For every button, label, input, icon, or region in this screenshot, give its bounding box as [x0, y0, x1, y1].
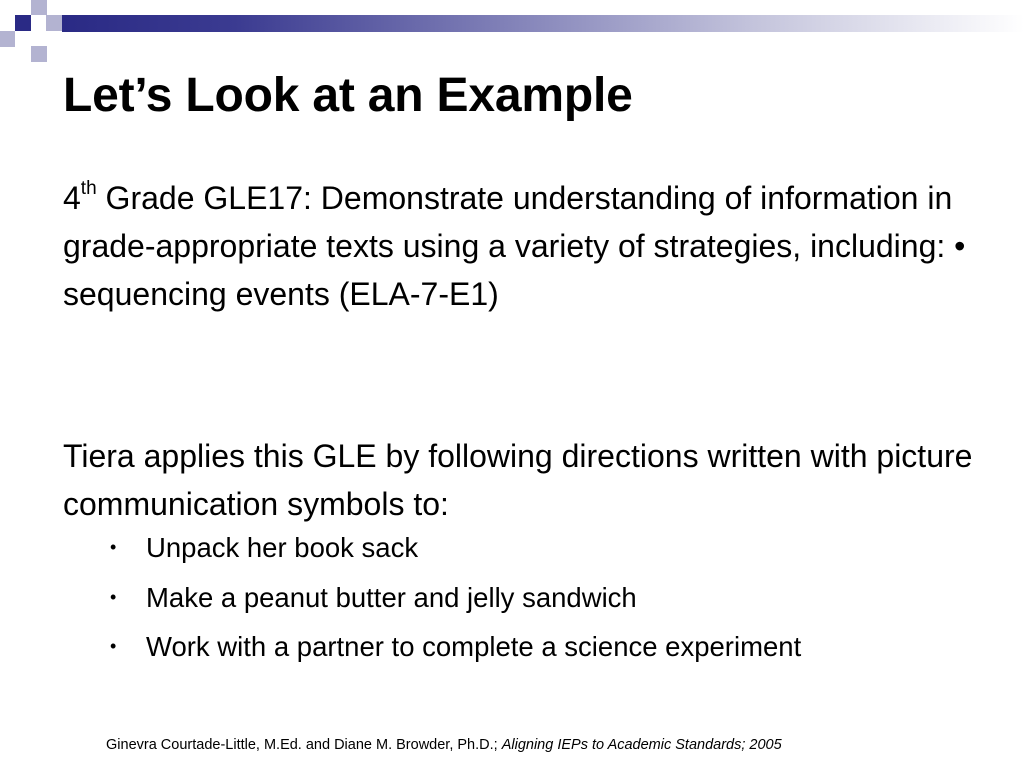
grade-number: 4 [63, 180, 81, 216]
header-decoration [0, 0, 1024, 64]
bullet-icon: • [110, 636, 117, 656]
deco-square-light [31, 46, 47, 62]
grade-ordinal-suffix: th [80, 178, 97, 200]
bullet-icon: • [110, 586, 117, 607]
list-item-text: Unpack her book sack [146, 532, 419, 563]
bullet-icon: • [110, 537, 117, 557]
application-intro: Tiera applies this GLE by following directions written with picture communication symbols to: [63, 438, 973, 522]
list-item-text: Work with a partner to complete a science experiment [146, 631, 802, 662]
list-item [110, 630, 1010, 663]
deco-square-light [0, 31, 15, 47]
list-item-text: Make a peanut butter and jelly sandwich [146, 581, 637, 613]
citation-footer [106, 735, 782, 755]
citation-work: Aligning IEPs to Academic Standards; 2005 [501, 737, 782, 753]
deco-square-light [31, 0, 47, 15]
task-list [110, 531, 1010, 680]
list-item [110, 531, 1010, 564]
citation-authors: Ginevra Courtade-Little, M.Ed. and Diane M. Browder, Ph.D.; [106, 737, 502, 753]
deco-square-dark [15, 15, 31, 31]
deco-square-light [46, 15, 62, 31]
gle-description-text: Grade GLE17: Demonstrate understanding of information in grade-appropriate texts using a variety of strategies, including: • sequencing events (ELA-7-E1) [63, 180, 966, 312]
header-gradient-bar [62, 15, 1024, 32]
gle-description [63, 174, 1003, 318]
list-item [110, 581, 1010, 614]
slide-title: Let’s Look at an Example [63, 69, 633, 122]
